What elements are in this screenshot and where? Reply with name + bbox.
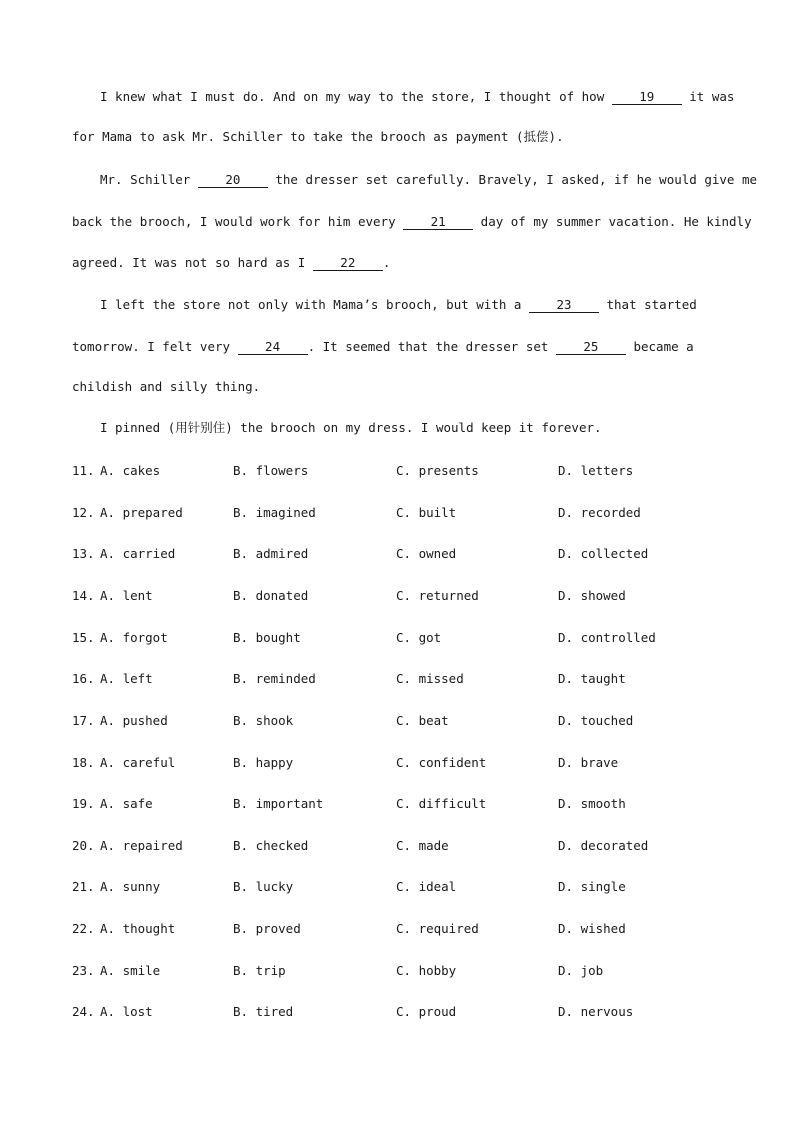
blank-24: 24 <box>238 340 308 355</box>
question-row-18 <box>72 755 732 771</box>
option-a: A. cakes <box>100 463 161 478</box>
question-row-12 <box>72 505 732 521</box>
question-number: 24. <box>72 1004 95 1019</box>
question-number: 23. <box>72 963 95 978</box>
option-b: B. imagined <box>233 505 316 520</box>
option-a: A. repaired <box>100 838 183 853</box>
blank-23: 23 <box>529 298 599 313</box>
passage-line-1 <box>100 89 734 105</box>
option-a: A. lent <box>100 588 153 603</box>
option-c: C. hobby <box>396 963 457 978</box>
passage-text: I knew what I must do. And on my way to the store, I thought of how <box>100 89 612 104</box>
passage-text: Mr. Schiller <box>100 172 198 187</box>
option-b: B. lucky <box>233 879 294 894</box>
passage-text: became a <box>625 339 694 354</box>
option-d: D. brave <box>558 755 619 770</box>
option-a: A. thought <box>100 921 176 936</box>
passage-line-5 <box>72 255 390 271</box>
option-b: B. checked <box>233 838 309 853</box>
passage-text: the dresser set carefully. Bravely, I asked, if he would give me <box>267 172 758 187</box>
option-b: B. important <box>233 796 324 811</box>
option-a: A. careful <box>100 755 176 770</box>
option-c: C. ideal <box>396 879 457 894</box>
option-a: A. safe <box>100 796 153 811</box>
question-row-24 <box>72 1004 732 1020</box>
option-a: A. forgot <box>100 630 168 645</box>
option-b: B. proved <box>233 921 301 936</box>
option-d: D. nervous <box>558 1004 634 1019</box>
option-c: C. beat <box>396 713 449 728</box>
question-row-23 <box>72 963 732 979</box>
passage-text: I pinned (用针别住) the brooch on my dress. I would keep it forever. <box>100 420 602 435</box>
question-row-21 <box>72 879 732 895</box>
question-number: 15. <box>72 630 95 645</box>
option-c: C. got <box>396 630 442 645</box>
passage-text: it was <box>681 89 735 104</box>
option-b: B. reminded <box>233 671 316 686</box>
question-number: 22. <box>72 921 95 936</box>
passage-text: that started <box>598 297 697 312</box>
option-a: A. left <box>100 671 153 686</box>
option-c: C. required <box>396 921 479 936</box>
option-d: D. recorded <box>558 505 641 520</box>
blank-25: 25 <box>556 340 626 355</box>
blank-20: 20 <box>198 173 268 188</box>
option-c: C. confident <box>396 755 487 770</box>
option-a: A. carried <box>100 546 176 561</box>
question-number: 20. <box>72 838 95 853</box>
passage-line-3 <box>100 172 757 188</box>
question-row-16 <box>72 671 732 687</box>
question-number: 13. <box>72 546 95 561</box>
passage-line-6 <box>100 297 697 313</box>
option-c: C. returned <box>396 588 479 603</box>
question-row-19 <box>72 796 732 812</box>
question-number: 21. <box>72 879 95 894</box>
option-a: A. pushed <box>100 713 168 728</box>
question-row-11 <box>72 463 732 479</box>
option-d: D. controlled <box>558 630 656 645</box>
passage-text: for Mama to ask Mr. Schiller to take the brooch as payment (抵偿). <box>72 129 564 144</box>
passage-text: . It seemed that the dresser set <box>307 339 556 354</box>
question-row-17 <box>72 713 732 729</box>
option-c: C. proud <box>396 1004 457 1019</box>
question-number: 19. <box>72 796 95 811</box>
option-d: D. wished <box>558 921 626 936</box>
passage-line-2 <box>72 129 564 145</box>
passage-text: tomorrow. I felt very <box>72 339 238 354</box>
blank-21: 21 <box>403 215 473 230</box>
question-number: 11. <box>72 463 95 478</box>
option-b: B. tired <box>233 1004 294 1019</box>
passage-line-7 <box>72 339 694 355</box>
question-number: 16. <box>72 671 95 686</box>
question-number: 18. <box>72 755 95 770</box>
option-a: A. prepared <box>100 505 183 520</box>
option-d: D. decorated <box>558 838 649 853</box>
question-row-14 <box>72 588 732 604</box>
option-d: D. job <box>558 963 604 978</box>
question-row-20 <box>72 838 732 854</box>
question-number: 17. <box>72 713 95 728</box>
passage-text: agreed. It was not so hard as I <box>72 255 313 270</box>
question-row-15 <box>72 630 732 646</box>
option-b: B. bought <box>233 630 301 645</box>
passage-line-8 <box>72 379 260 395</box>
option-d: D. taught <box>558 671 626 686</box>
option-c: C. presents <box>396 463 479 478</box>
option-c: C. made <box>396 838 449 853</box>
option-b: B. flowers <box>233 463 309 478</box>
question-row-22 <box>72 921 732 937</box>
option-c: C. owned <box>396 546 457 561</box>
blank-22: 22 <box>313 256 383 271</box>
passage-text: day of my summer vacation. He kindly <box>473 214 752 229</box>
blank-19: 19 <box>612 90 682 105</box>
option-c: C. difficult <box>396 796 487 811</box>
option-b: B. happy <box>233 755 294 770</box>
passage-line-9 <box>100 420 602 436</box>
passage-text: childish and silly thing. <box>72 379 261 394</box>
passage-text: back the brooch, I would work for him every <box>72 214 404 229</box>
option-a: A. smile <box>100 963 161 978</box>
option-a: A. lost <box>100 1004 153 1019</box>
option-d: D. letters <box>558 463 634 478</box>
option-d: D. showed <box>558 588 626 603</box>
option-b: B. admired <box>233 546 309 561</box>
option-d: D. single <box>558 879 626 894</box>
question-number: 14. <box>72 588 95 603</box>
question-row-13 <box>72 546 732 562</box>
option-d: D. smooth <box>558 796 626 811</box>
passage-text: I left the store not only with Mama’s brooch, but with a <box>100 297 529 312</box>
option-b: B. trip <box>233 963 286 978</box>
option-d: D. collected <box>558 546 649 561</box>
passage-line-4 <box>72 214 752 230</box>
option-b: B. donated <box>233 588 309 603</box>
option-d: D. touched <box>558 713 634 728</box>
option-c: C. built <box>396 505 457 520</box>
question-number: 12. <box>72 505 95 520</box>
option-c: C. missed <box>396 671 464 686</box>
option-b: B. shook <box>233 713 294 728</box>
passage-text: . <box>382 255 391 270</box>
option-a: A. sunny <box>100 879 161 894</box>
